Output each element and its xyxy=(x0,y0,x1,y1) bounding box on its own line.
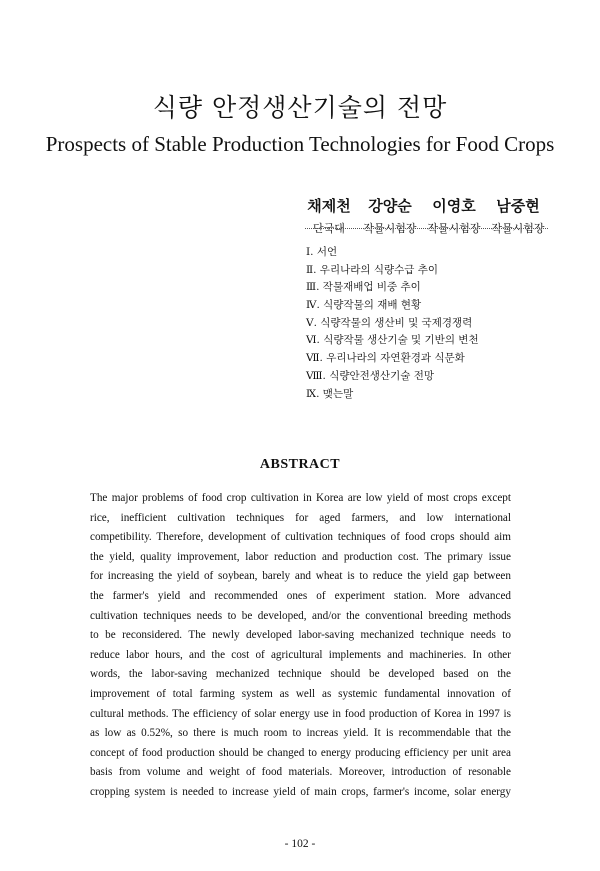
author-affiliation: 작물시험장 xyxy=(427,222,481,235)
page-number: - 102 - xyxy=(284,838,316,850)
abstract-line: reduce labor hours, and the cost of agricultural implements and machineries. In other xyxy=(90,648,511,661)
toc-item: Ⅴ. 식량작물의 생산비 및 국제경쟁력 xyxy=(306,316,473,329)
abstract-line: cropping system is needed to increase yield of main crops, farmer's income, solar energy xyxy=(90,785,511,798)
abstract-body xyxy=(90,489,511,803)
abstract-line: The major problems of food crop cultivation in Korea are low yield of most crops except xyxy=(90,492,511,504)
author-name: 남중현 xyxy=(496,197,540,215)
abstract-line: for increasing the yield of soybean, barely and wheat is to reduce the yield gap between xyxy=(90,570,511,583)
korean-title: 식량 안정생산기술의 전망 xyxy=(152,93,448,122)
author xyxy=(358,195,422,236)
author-affiliation: 작물시험장 xyxy=(491,222,545,235)
abstract-line: the yield, quality improvement, labor reduction and production cost. The primary issue xyxy=(90,550,511,563)
abstract-line: cultivation techniques needs to be developed, and/or the conventional breeding methods xyxy=(90,609,511,622)
abstract-line: the farmer's yield and recommended ones of experiment station. More advanced xyxy=(90,589,511,602)
abstract-line: improvement of total farming system as well as systemic fundamental innovation of xyxy=(90,687,511,700)
abstract-line: concept of food production should be changed to energy producing efficiency per unit area xyxy=(90,746,511,759)
author-name: 강양순 xyxy=(368,197,412,215)
author-name: 채제천 xyxy=(307,197,351,215)
abstract-line: basis from volume and weight of food materials. Moreover, introduction of resonable xyxy=(90,766,511,779)
abstract-line: to be reconsidered. The newly developed labor-saving mechanized technique needs to xyxy=(90,629,511,642)
author xyxy=(422,195,486,236)
toc-item: Ⅷ. 식량안전생산기술 전망 xyxy=(306,369,434,382)
author-affiliation: 단국대 xyxy=(313,222,345,235)
table-of-contents xyxy=(306,244,546,403)
english-title: Prospects of Stable Production Technologies for Food Crops xyxy=(45,132,555,156)
abstract-heading: ABSTRACT xyxy=(259,457,341,472)
abstract-line: as low as 0.52%, so there is much room to increas yield. It is recommendable that the xyxy=(90,727,511,740)
toc-item: Ⅶ. 우리나라의 자연환경과 식문화 xyxy=(306,352,465,365)
abstract-line: competibility. Therefore, development of cultivation techniques of food crops should aim xyxy=(90,531,511,544)
author-divider xyxy=(305,228,548,229)
toc-item: Ⅸ. 맺는말 xyxy=(306,387,354,400)
toc-item: Ⅲ. 작물재배업 비중 추이 xyxy=(306,281,421,294)
author-affiliation: 작물시험장 xyxy=(363,222,417,235)
author-name: 이영호 xyxy=(432,197,476,215)
toc-item: Ⅵ. 식량작물 생산기술 및 기반의 변천 xyxy=(306,334,479,347)
abstract-line: cultural methods. The efficiency of solar energy use in food production of Korea in 1997 is xyxy=(90,707,511,720)
author xyxy=(486,195,550,236)
toc-item: Ⅰ. 서언 xyxy=(306,246,338,258)
author-list xyxy=(300,195,550,235)
abstract-line: words, the labor-saving mechanized technique should be developed based on the xyxy=(90,668,511,681)
toc-item: Ⅱ. 우리나라의 식량수급 추이 xyxy=(306,263,439,276)
toc-item: Ⅳ. 식량작물의 재배 현황 xyxy=(306,299,422,312)
author xyxy=(300,195,358,236)
abstract-line: rice, inefficient cultivation techniques for aged farmers, and low international xyxy=(90,511,511,524)
